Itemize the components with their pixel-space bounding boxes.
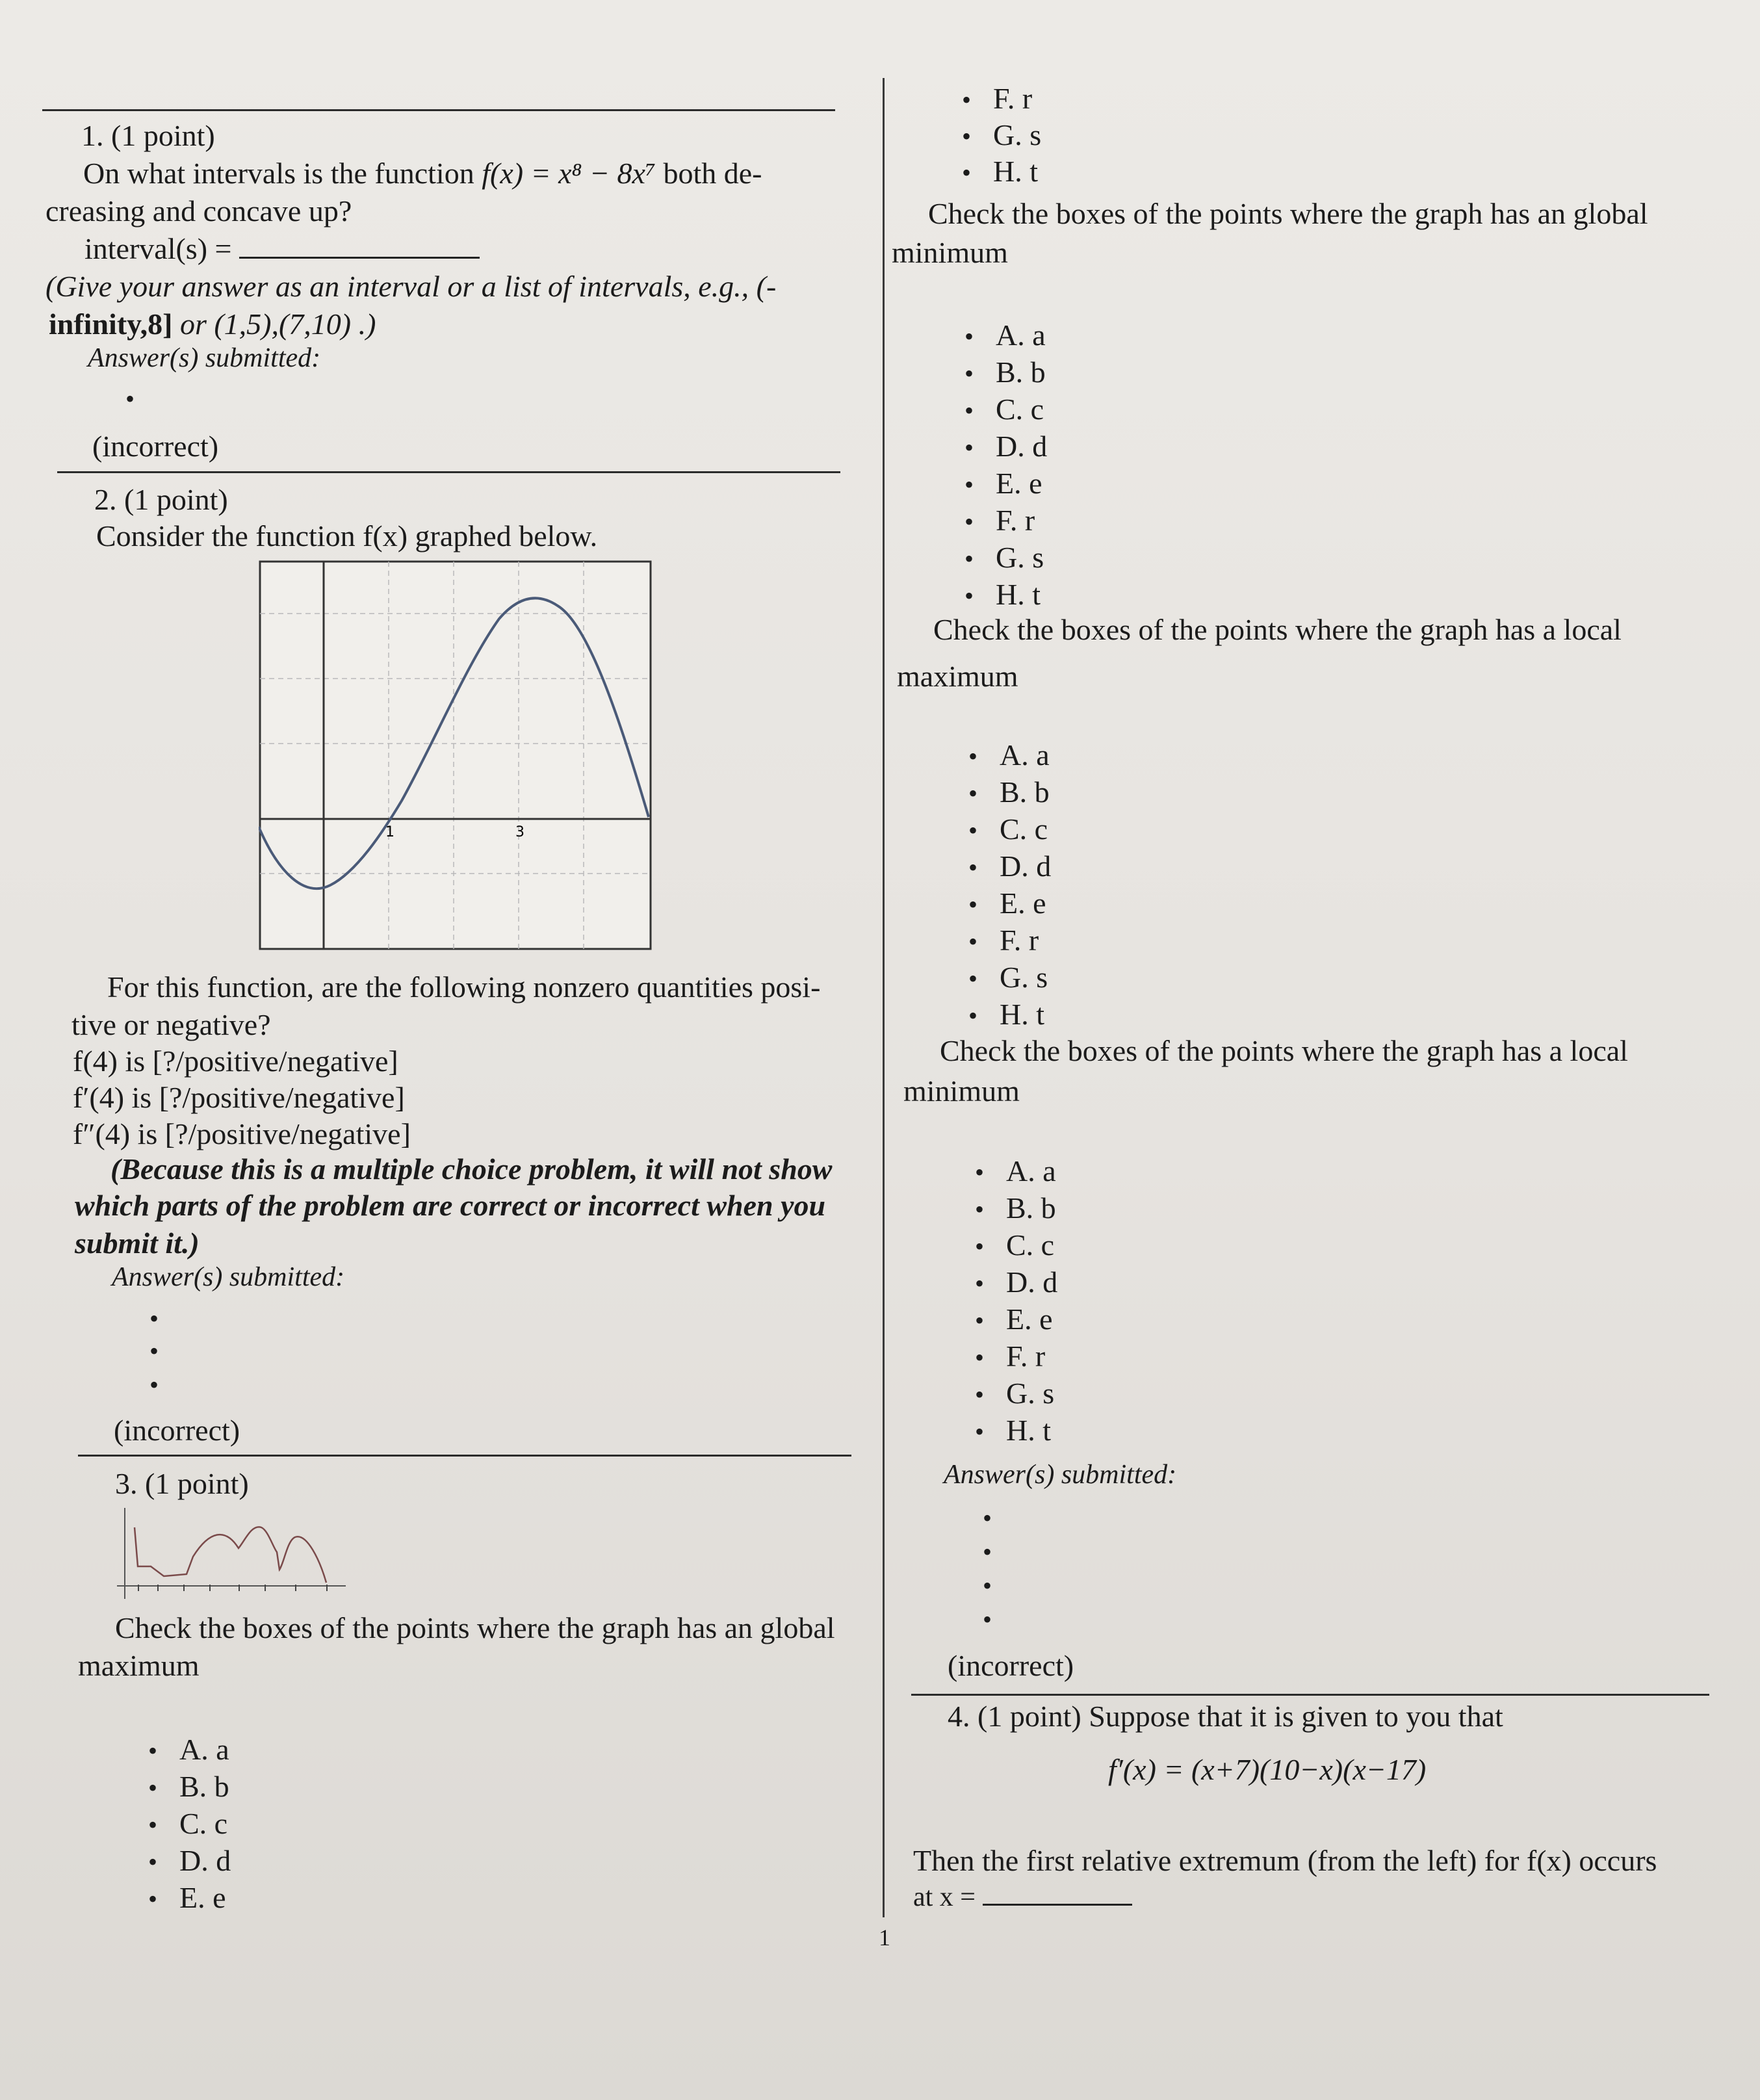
q3-global-min-line1: Check the boxes of the points where the graph has an global [928, 197, 1648, 230]
page-number: 1 [879, 1925, 890, 1951]
q3-local-min-line2: minimum [903, 1074, 1020, 1108]
q3-answer-bullet-4: • [983, 1605, 992, 1634]
q3-global-min-option-c[interactable]: • C. c [964, 391, 1044, 429]
q1-answer-row [84, 230, 480, 268]
q2-submitted-label: Answer(s) submitted: [112, 1262, 345, 1292]
q1-answer-blank [239, 231, 480, 259]
q3-answer-bullet-1: • [983, 1503, 992, 1533]
q2-intro: Consider the function f(x) graphed below. [96, 519, 598, 552]
q3-local-max-option-b[interactable]: • B. b [968, 774, 1050, 812]
q1-question-line1: On what intervals is the function f(x) = x⁸ − 8x⁷ both de- [83, 157, 762, 190]
q2-status: (incorrect) [114, 1414, 240, 1447]
q1-hint-line1: (Give your answer as an interval or a list of intervals, e.g., (- [45, 270, 777, 303]
q3-local-max-line1: Check the boxes of the points where the graph has a local [933, 613, 1622, 646]
q3-graph [112, 1501, 352, 1605]
q2-graph-tick-3: 3 [515, 824, 524, 840]
rule-q3 [78, 1455, 851, 1457]
q2-header: 2. (1 point) [94, 483, 228, 516]
q3-global-max-option-h[interactable]: • H. t [962, 153, 1038, 191]
q3-local-max-option-d[interactable]: • D. d [968, 848, 1051, 886]
q3-graph-curve [135, 1527, 326, 1583]
q3-global-max-option-a[interactable]: • A. a [148, 1731, 229, 1769]
q2-answer-bullet-2: • [149, 1336, 159, 1366]
q3-local-max-option-a[interactable]: • A. a [968, 737, 1050, 775]
q3-local-min-option-f[interactable]: • F. r [975, 1338, 1045, 1376]
q2-answer-bullet-3: • [149, 1370, 159, 1399]
q1-question-line2: creasing and concave up? [45, 194, 352, 227]
q3-local-min-option-c[interactable]: • C. c [975, 1227, 1054, 1265]
q3-local-min-option-b[interactable]: • B. b [975, 1190, 1056, 1228]
q3-global-min-line2: minimum [892, 236, 1008, 269]
q3-local-min-option-h[interactable]: • H. t [975, 1412, 1051, 1450]
column-divider [883, 78, 885, 1917]
q3-global-max-line2: maximum [78, 1649, 200, 1682]
q3-answer-bullet-3: • [983, 1571, 992, 1600]
q1-header: 1. (1 point) [81, 119, 215, 152]
q3-status: (incorrect) [948, 1649, 1074, 1682]
q2-note-line2: which parts of the problem are correct or incorrect when you [75, 1189, 826, 1222]
q3-global-max-option-c[interactable]: • C. c [148, 1806, 227, 1843]
q2-note-line1: (Because this is a multiple choice problem, it will not show [110, 1152, 833, 1186]
rule-q4 [911, 1694, 1709, 1696]
q3-global-min-option-d[interactable]: • D. d [964, 428, 1047, 466]
q3-local-min-option-d[interactable]: • D. d [975, 1264, 1057, 1302]
q1-function: f(x) = x⁸ − 8x⁷ [482, 157, 656, 190]
q3-global-min-option-e[interactable]: • E. e [964, 465, 1042, 503]
q3-global-max-option-f[interactable]: • F. r [962, 81, 1032, 118]
q3-local-min-option-g[interactable]: • G. s [975, 1375, 1054, 1413]
q2-graph [259, 560, 652, 950]
q4-answer-label: at x = [913, 1882, 976, 1912]
rule-q2 [57, 471, 840, 473]
q3-local-max-option-f[interactable]: • F. r [968, 922, 1039, 960]
q3-local-min-line1: Check the boxes of the points where the graph has a local [940, 1034, 1628, 1067]
q2-question-line2: tive or negative? [71, 1008, 271, 1041]
q4-question-line1: Then the first relative extremum (from the left) for f(x) occurs [913, 1844, 1657, 1877]
q3-global-min-option-g[interactable]: • G. s [964, 539, 1044, 577]
q3-global-min-option-a[interactable]: • A. a [964, 317, 1046, 355]
q1-submitted-label: Answer(s) submitted: [88, 343, 321, 373]
q3-local-max-option-g[interactable]: • G. s [968, 959, 1048, 997]
q3-global-min-option-f[interactable]: • F. r [964, 502, 1035, 540]
q3-global-min-option-b[interactable]: • B. b [964, 354, 1046, 392]
q4-equation: f′(x) = (x+7)(10−x)(x−17) [1108, 1753, 1427, 1786]
q4-header: 4. (1 point) Suppose that it is given to you that [948, 1700, 1503, 1733]
q2-item-fdoubleprime: f″(4) is [?/positive/negative] [73, 1117, 411, 1150]
rule-top [42, 109, 835, 111]
q2-question-line1: For this function, are the following nonzero quantities posi- [107, 970, 821, 1004]
q3-header: 3. (1 point) [115, 1467, 249, 1500]
q3-global-max-option-b[interactable]: • B. b [148, 1769, 229, 1806]
q3-global-min-option-h[interactable]: • H. t [964, 577, 1041, 614]
q4-answer-blank [983, 1882, 1132, 1906]
q3-global-max-line1: Check the boxes of the points where the graph has an global [115, 1611, 835, 1644]
q3-local-max-option-e[interactable]: • E. e [968, 885, 1046, 923]
q3-local-min-option-e[interactable]: • E. e [975, 1301, 1053, 1339]
q3-global-max-option-e[interactable]: • E. e [148, 1880, 226, 1917]
q3-local-max-option-h[interactable]: • H. t [968, 996, 1044, 1034]
q3-global-max-option-d[interactable]: • D. d [148, 1843, 231, 1880]
q2-item-fprime: f′(4) is [?/positive/negative] [73, 1081, 405, 1114]
q3-local-min-option-a[interactable]: • A. a [975, 1153, 1056, 1191]
q2-item-f: f(4) is [?/positive/negative] [73, 1044, 398, 1078]
q3-global-max-option-g[interactable]: • G. s [962, 117, 1041, 155]
q2-note-line3: submit it.) [75, 1226, 200, 1260]
q2-answer-bullet-1: • [149, 1304, 159, 1333]
q3-submitted-label: Answer(s) submitted: [944, 1460, 1177, 1490]
q2-graph-tick-1: 1 [385, 824, 395, 840]
q3-local-max-line2: maximum [897, 660, 1018, 693]
q3-answer-bullet-2: • [983, 1537, 992, 1566]
q1-answer-bullet: • [125, 384, 135, 413]
q1-status: (incorrect) [92, 430, 219, 463]
q1-hint-line2: infinity,8] or (1,5),(7,10) .) [49, 307, 376, 341]
q3-local-max-option-c[interactable]: • C. c [968, 811, 1048, 849]
q4-answer-row [913, 1878, 1132, 1916]
q1-answer-label: interval(s) = [84, 232, 232, 265]
